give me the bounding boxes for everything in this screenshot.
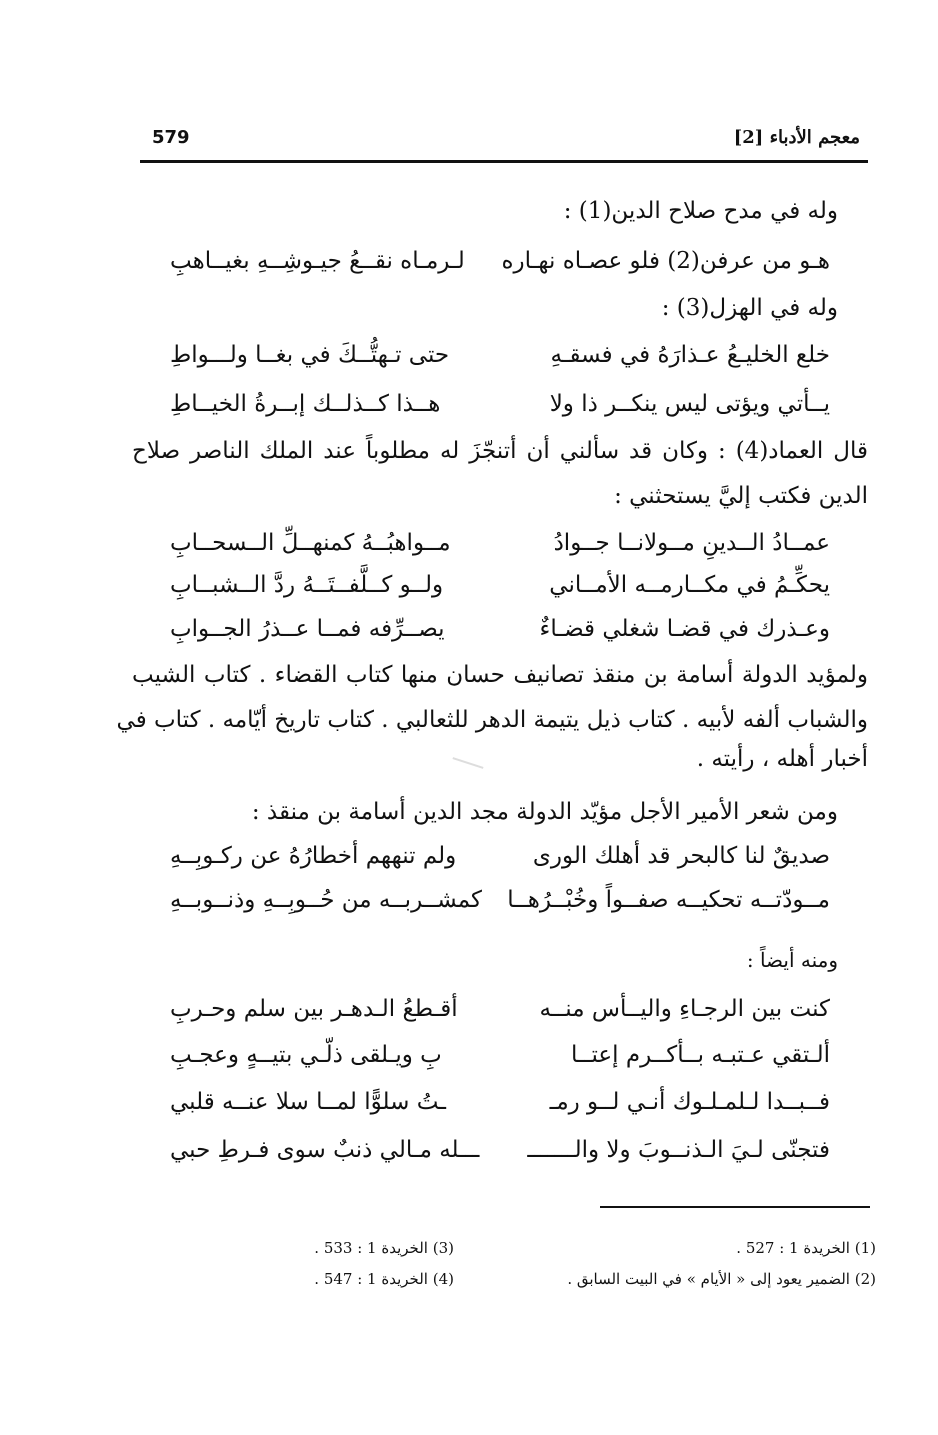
verse-second-hemistich: ـــله مـالي ذنبٌ سوى فـرطِ حبي — [170, 1137, 480, 1163]
verse-second-hemistich: ـتُ سلوًّا لمــا سلا عنــه قلبي — [170, 1089, 447, 1115]
verse-second-hemistich: بِ ويـلقى ذلّـي بتيــهٍ وعجـبِ — [170, 1042, 442, 1068]
footnote-rule — [600, 1206, 870, 1208]
verse-first-hemistich: خلع الخليـعُ عـذارَهُ في فسقـهِ — [550, 342, 830, 368]
verse-first-hemistich: فتجنّى لـيَ الـذنــوبَ ولا والـــــــ — [527, 1137, 830, 1163]
verse-first-hemistich: يحكِّـمُ في مكــارمــه الأمــاني — [549, 572, 830, 598]
intro-poetry-usama: ومن شعر الأمير الأجل مؤيّد الدولة مجد الدين أسامة بن منقذ : — [251, 799, 838, 825]
prose-line: والشباب ألفه لأبيه . كتاب ذيل يتيمة الدهر للثعالبي . كتاب تاريخ أيّامه . كتاب في — [116, 707, 868, 733]
verse-first-hemistich: عمــادُ الــدينِ مــولانــا جــوادُ — [553, 530, 830, 556]
verse-second-hemistich: يصــرِّفه فمــا عــذرُ الجــوابِ — [170, 616, 445, 642]
verse-line — [170, 614, 830, 646]
prose-line: الدين فكتب إليَّ يستحثني : — [614, 483, 868, 509]
verse-second-hemistich: حتى تـهتُّــكَ في بغــا ولـــواطِ — [170, 342, 450, 368]
prose-line: ولمؤيد الدولة أسامة بن منقذ تصانيف حسان منها كتاب القضاء . كتاب الشيب — [132, 662, 868, 688]
running-header-title: معجم الأدباء [2] — [733, 127, 860, 148]
verse-first-hemistich: هـو من عرفن(2) فلو عصـاه نهـاره — [501, 248, 830, 274]
verse-line — [170, 389, 830, 421]
verse-second-hemistich: ولــو كــلَّفــتَــهُ ردَّ الــشبــابِ — [170, 572, 444, 598]
header-rule — [140, 160, 868, 163]
verse-line — [170, 340, 830, 372]
verse-second-hemistich: لـرمـاه نقــعُ جيـوشِــهِ بغيــاهبِ — [170, 248, 465, 274]
intro-jest: وله في الهزل(3) : — [661, 295, 838, 321]
prose-line: أخبار أهله ، رأيته . — [696, 746, 868, 772]
verse-second-hemistich: كمشــربــه من حُــوبِــهِ وذنــوبــهِ — [170, 887, 483, 913]
verse-first-hemistich: يــأتي ويؤتى ليس ينكــر ذا ولا — [549, 391, 830, 417]
intro-praise-saladin: وله في مدح صلاح الدين(1) : — [563, 198, 838, 224]
verse-second-hemistich: مــواهبُــهُ كمنهــلِّ الــسحــابِ — [170, 530, 451, 556]
footnote-4: (4) الخريدة 1 : 547 . — [314, 1270, 454, 1288]
verse-first-hemistich: فــبــدا لـلمـلـوك أنـي لــو رمـ — [549, 1089, 830, 1115]
verse-second-hemistich: أقـطعُ الـدهـر بين سلم وحـربِ — [170, 996, 458, 1022]
verse-second-hemistich: ولم تنههم أخطارُهُ عن ركـوبِــهِ — [170, 843, 457, 869]
verse-line — [170, 1040, 830, 1072]
verse-line — [170, 885, 830, 917]
page-number: 579 — [152, 127, 190, 148]
verse-line — [170, 1135, 830, 1167]
verse-line — [170, 246, 830, 278]
verse-line — [170, 1087, 830, 1119]
verse-first-hemistich: صديقٌ لنا كالبحر قد أهلك الورى — [532, 843, 830, 869]
verse-line — [170, 841, 830, 873]
verse-first-hemistich: مــودّتــه تحكيــه صفــواً وخُبْــرُهــا — [507, 887, 830, 913]
footnote-1: (1) الخريدة 1 : 527 . — [736, 1239, 876, 1257]
verse-first-hemistich: وعـذرك في قضـا شغلي قضـاءٌ — [539, 616, 830, 642]
verse-first-hemistich: ألـتقي عـتبـه بــأكــرم إعتــا — [570, 1042, 830, 1068]
verse-line — [170, 528, 830, 560]
footnote-3: (3) الخريدة 1 : 533 . — [314, 1239, 454, 1257]
verse-second-hemistich: هــذا كــذلــك إبــرةُ الخيــاطِ — [170, 391, 441, 417]
verse-line — [170, 994, 830, 1026]
verse-first-hemistich: كنت بين الرجـاءِ واليــأس منــه — [539, 996, 830, 1022]
footnote-2: (2) الضمير يعود إلى « الأيام » في البيت السابق . — [567, 1270, 876, 1288]
prose-line: قال العماد(4) : وكان قد سألني أن أتنجّزَ له مطلوباً عند الملك الناصر صلاح — [132, 438, 868, 464]
intro-also: ومنه أيضاً : — [746, 948, 838, 972]
verse-line — [170, 570, 830, 602]
